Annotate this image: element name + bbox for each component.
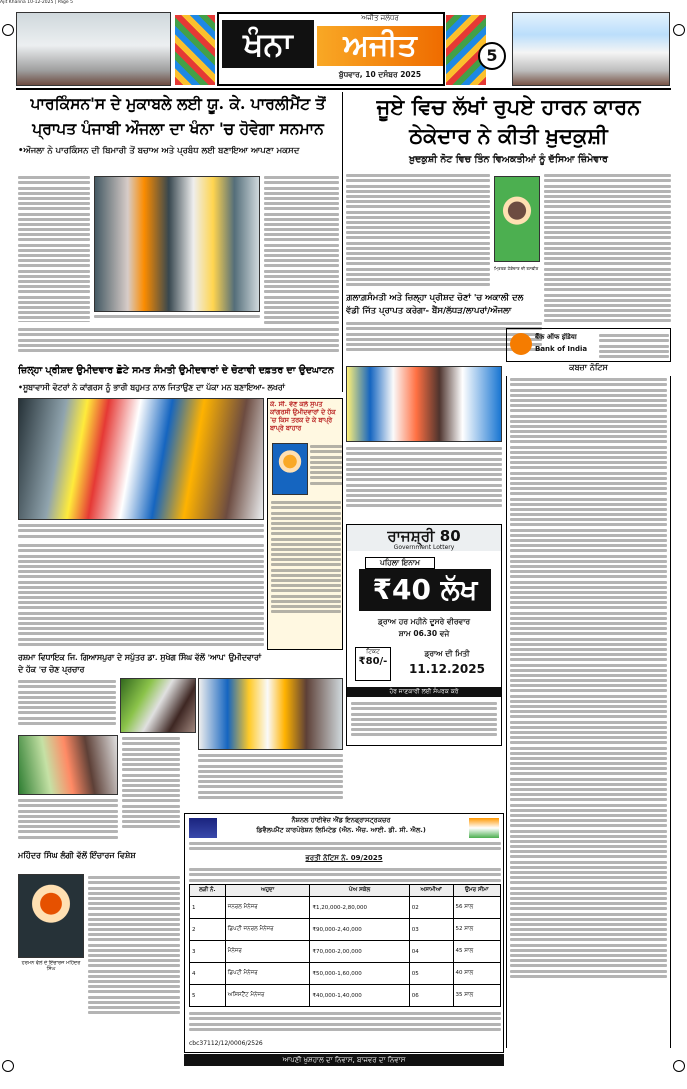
story3-text [18,542,264,650]
box-story [267,398,343,650]
nhidcl-footer-text [189,1010,501,1038]
story1-photo-caption [94,313,260,323]
nhidcl-table-cell: 45 ਸਾਲ [453,941,501,963]
lottery-draw-time: ਸ਼ਾਮ 06.30 ਵਜੇ [398,629,450,638]
akali-text [346,445,502,523]
nhidcl-table-cell: ਮੈਨੇਜਰ [225,941,310,963]
akali-photo [346,366,502,442]
nhidcl-intro [189,866,501,882]
bank-notice-body [506,376,671,1048]
story1-text-col3 [264,174,339,324]
nhidcl-table-cell: 3 [190,941,226,963]
nhidcl-table-row [190,897,501,919]
bank-logo-icon [510,333,532,355]
bank-name-hi: बैंक ऑफ इंडिया [535,333,577,341]
nhidcl-table-cell: 56 ਸਾਲ [453,897,501,919]
registration-mark [2,24,14,36]
story2-photo-caption: ਮ੍ਰਿਤਕ ਠੇਕੇਦਾਰ ਦੀ ਤਸਵੀਰ [494,266,539,271]
masthead-decor-left [175,15,215,85]
box-story-side-text [310,443,342,495]
story2b-headline-line1: ਗ਼ਲਾਗ਼ਸੰਮਤੀ ਅਤੇ ਜ਼ਿਲ੍ਹਾ ਪ੍ਰੀਸ਼ਦ ਚੋਣਾਂ 'ਚ ਅਕਾਲੀ ਦਲ [346,293,524,303]
nhidcl-table-cell: 35 ਸਾਲ [453,985,501,1007]
nhidcl-table-row [190,941,501,963]
paper-name: ਅਜੀਤ [317,26,443,66]
aap-photo [198,678,343,750]
lottery-draw-date: 11.12.2025 [409,662,485,676]
nhidcl-ad [184,813,504,1053]
lottery-subbrand: Government Lottery [393,544,455,551]
nhidcl-notice-no: ਭਰਤੀ ਨੋਟਿਸ ਨੰ. 09/2025 [305,854,383,862]
story2-text-col2 [544,172,671,322]
bank-address [599,332,669,360]
bank-notice-header [506,328,671,362]
lottery-footer: ਹੋਰ ਜਾਣਕਾਰੀ ਲਈ ਸੰਪਰਕ ਕਰੋ [347,687,501,697]
lottery-prize: ₹40 ਲੱਖ [359,569,491,611]
obit-caption: ਹਰਮਨ ਵੱਲੋਂ ਦੇ ਇੰਚਾਰਜ ਮਹਿੰਦਰ ਸਿੰਘ [21,960,81,972]
story1-headline-line2: ਪ੍ਰਾਪਤ ਪੰਜਾਬੀ ਔਜਲਾ ਦਾ ਖੰਨਾ 'ਚ ਹੋਵੇਗਾ ਸਨਮਾਨ [32,119,324,138]
nhidcl-table-cell: ₹40,000-1,40,000 [310,985,409,1007]
story2b-headline-line2: ਵੱਡੀ ਜਿੱਤ ਪ੍ਰਾਪਤ ਕਰੇਗਾ- ਬੈਂਸ/ਲੱਧੜ/ਲਾਪਰਾਂ/ਔਜਲਾ [346,306,512,316]
story1-text-bottom [18,326,339,356]
aap-text [198,752,343,812]
masthead-left-photo [16,12,171,86]
nhidcl-table-cell: 5 [190,985,226,1007]
registration-mark [673,24,685,36]
nhidcl-table-header-cell: ਉਮਰ ਸੀਮਾ [453,885,501,897]
color-calibration-strip [20,1074,100,1082]
story3-photo-caption [18,522,264,540]
nhidcl-table-cell: 4 [190,963,226,985]
lottery-ticket-box [355,647,391,681]
nhidcl-title2: ਡਿਵੈਲਪਮੈਂਟ ਕਾਰਪੋਰੇਸ਼ਨ ਲਿਮਿਟੇਡ (ਐਨ. ਐਚ. ਆਈ. ਡੀ. ਸੀ. ਐਲ.) [256,826,426,834]
issue-date: ਬੁੱਧਵਾਰ, 10 ਦਸੰਬਰ 2025 [338,70,422,79]
box-story-headline: ਕੇ. ਸੀ. ਵੇਣ ਕਲੇ ਸੁਪਤ ਕਾਂਗਰਸੀ ਉਮੀਦਵਾਰਾਂ ਦੇ ਹੱਕ 'ਚ ਕਿਸ ਤਰਕ ਦੇ ਕੇ ਬਾਪ੍ਰੇ ਬਾਪ੍ਰੇ ਬਾਹਾਰ [270,401,336,432]
nhidcl-table-cell: ਜਨਰਲ ਮੈਨੇਜਰ [225,897,310,919]
story1-photo [94,176,260,312]
paper-tagline: ਅਜੀਤ ਜਲੰਧਰ [361,14,399,22]
nhidcl-table-cell: 40 ਸਾਲ [453,963,501,985]
nhidcl-table-cell: ਡਿਪਟੀ ਮੈਨੇਜਰ [225,963,310,985]
story2-headline-line1: ਜੂਏ ਵਿਚ ਲੱਖਾਂ ਰੁਪਏ ਹਾਰਨ ਕਾਰਨ [376,94,641,119]
story4-text-col2 [18,797,118,847]
story1-subhead: •ਔਜਲਾ ਨੇ ਪਾਰਕਿੰਸਨ ਦੀ ਬਿਮਾਰੀ ਤੋਂ ਬਚਾਅ ਅਤੇ ਪ੍ਰਬੰਧ ਲਈ ਬਣਾਇਆ ਆਪਣਾ ਮਕਸਦ [18,146,300,156]
registration-mark [673,1060,685,1072]
story4-text-col1 [18,678,116,733]
story4-headline: ਰਸ਼ਮਾ ਵਿਧਾਇਕ ਜਿ. ਗਿਆਸਪੁਰਾ ਦੇ ਸਪੁੱਤਰ ਡਾ. ਸੁਖੇਗ ਸਿੰਘ ਵੱਲੋਂ 'ਆਪ' ਉਮੀਦਵਾਰਾਂ ਦੇ ਹੱਕ 'ਚ ਚੋਣ ਪ੍ਰਚਾਰ [18,653,262,674]
nhidcl-table-row [190,919,501,941]
story1-text-col1 [18,174,90,322]
nhidcl-code: cbc37112/12/0006/2526 [189,1040,263,1047]
nhidcl-table-cell: 03 [409,919,453,941]
nhidcl-table-header [190,885,501,897]
nhidcl-table-row [190,963,501,985]
nhidcl-table-cell: ₹50,000-1,60,000 [310,963,409,985]
nhidcl-table-cell: 05 [409,963,453,985]
lottery-ad [346,524,502,746]
nhidcl-table [189,884,501,1007]
nhidcl-table-cell: 02 [409,897,453,919]
nhidcl-table-row [190,985,501,1007]
nhidcl-table-cell: ਡਿਪਟੀ ਜਨਰਲ ਮੈਨੇਜਰ [225,919,310,941]
lottery-draw-info: ਡ੍ਰਾਅ ਹਰ ਮਹੀਨੇ ਦੂਸਰੇ ਵੀਰਵਾਰ [377,617,470,626]
masthead-title-box [217,12,445,86]
lottery-fineprint [351,700,497,744]
box-story-photo [272,443,308,495]
nhidcl-title: ਨੈਸ਼ਨਲ ਹਾਈਵੇਜ਼ ਐਂਡ ਇਨਫ੍ਰਾਸਟ੍ਰਕਚਰ [291,816,391,824]
bank-notice-title: ਕਬਜ਼ਾ ਨੋਟਿਸ [569,363,608,372]
nhidcl-logo-icon [189,818,217,838]
nhidcl-address [189,840,501,854]
story2-subhead: ਖ਼ੁਦਕੁਸ਼ੀ ਨੋਟ ਵਿਚ ਤਿੰਨ ਵਿਅਕਤੀਆਂ ਨੂੰ ਦੱਸਿਆ ਜ਼ਿੰਮੇਵਾਰ [409,154,608,165]
print-info-strip: Ajit Khanna 10-12-2025 | Page 5 [0,0,73,5]
story2-headline-line2: ਠੇਕੇਦਾਰ ਨੇ ਕੀਤੀ ਖ਼ੁਦਕੁਸ਼ੀ [409,123,608,148]
lottery-draw-date-label: ਡ੍ਰਾਅ ਦੀ ਮਿਤੀ [424,649,470,658]
nhidcl-table-cell: ₹1,20,000-2,80,000 [310,897,409,919]
nhidcl-table-header-cell: ਪੇਅ ਸਕੇਲ [310,885,409,897]
story2-photo [494,176,540,262]
header-rule [16,88,671,90]
nhidcl-table-cell: ਅਸਿਸਟੈਂਟ ਮੈਨੇਜਰ [225,985,310,1007]
obit-photo [18,874,84,958]
box-story-text [271,499,341,647]
story4-photo-small [120,678,196,733]
nhidcl-table-cell: 52 ਸਾਲ [453,919,501,941]
lottery-ticket-price: ₹80/- [358,656,388,667]
story4-photo [18,735,118,795]
masthead-right-photo [512,12,670,86]
bank-name-en: Bank of India [535,345,588,353]
nhidcl-table-cell: ₹90,000-2,40,000 [310,919,409,941]
nhidcl-table-cell: 2 [190,919,226,941]
nhidcl-table-cell: ₹70,000-2,00,000 [310,941,409,963]
nhidcl-table-cell: 06 [409,985,453,1007]
lottery-first-prize-label: ਪਹਿਲਾ ਇਨਾਮ [365,557,435,569]
story4-text-col3 [122,735,180,847]
obit-headline: ਮਹਿੰਦਰ ਸਿੰਘ ਲੰਗੀ ਵੱਲੋਂ ਇੰਚਾਰਜ ਵਿਸ਼ੇਸ਼ [18,850,136,860]
azadi-logo-icon [469,818,499,838]
footer-banner: ਆਪਣੀ ਖੁਸ਼ਹਾਲ ਦਾ ਨਿਵਾਸ, ਬਾਜਵਰ ਦਾ ਨਿਵਾਸ [184,1054,504,1066]
lottery-ticket-label: ਟਿਕਟ [366,648,380,655]
column-rule [342,92,343,392]
nhidcl-table-header-cell: ਅਹੁਦਾ [225,885,310,897]
story3-photo [18,398,264,520]
story2-text-col1 [346,172,490,287]
lottery-brand: ਰਾਜਸ਼੍ਰੀ 80 [347,525,501,551]
registration-mark [2,1060,14,1072]
nhidcl-table-cell: 04 [409,941,453,963]
story3-subhead: •ਸੂਬਾਵਾਸੀ ਵੋਟਰਾਂ ਨੇ ਕਾਂਗਰਸ ਨੂੰ ਭਾਰੀ ਬਹੁਮਤ ਨਾਲ ਜਿਤਾਉਣ ਦਾ ਪੱਕਾ ਮਨ ਬਣਾਇਆ- ਲਖਰਾਂ [18,383,285,392]
story1-headline-line1: ਪਾਰਕਿੰਸਨ'ਸ ਦੇ ਮੁਕਾਬਲੇ ਲਈ ਯੂ. ਕੇ. ਪਾਰਲੀਮੈਂਟ ਤੋਂ [30,94,326,113]
page-number: 5 [478,42,506,70]
section-title: ਖੰਨਾ [222,20,314,68]
story3-headline: ਜ਼ਿਲ੍ਹਾ ਪ੍ਰੀਸ਼ਦ ਉਮੀਦਵਾਰ ਛੋਟੇ ਸਮਤ ਸੰਮਤੀ ਉਮੀਦਵਾਰਾਂ ਦੇ ਚੋਣਾਵੀ ਦਫ਼ਤਰ ਦਾ ਉਦਘਾਟਨ [18,365,334,376]
obit-text [88,874,180,1044]
nhidcl-table-cell: 1 [190,897,226,919]
nhidcl-table-header-cell: ਅਸਾਮੀਆਂ [409,885,453,897]
nhidcl-table-header-cell: ਲੜੀ ਨੰ. [190,885,226,897]
